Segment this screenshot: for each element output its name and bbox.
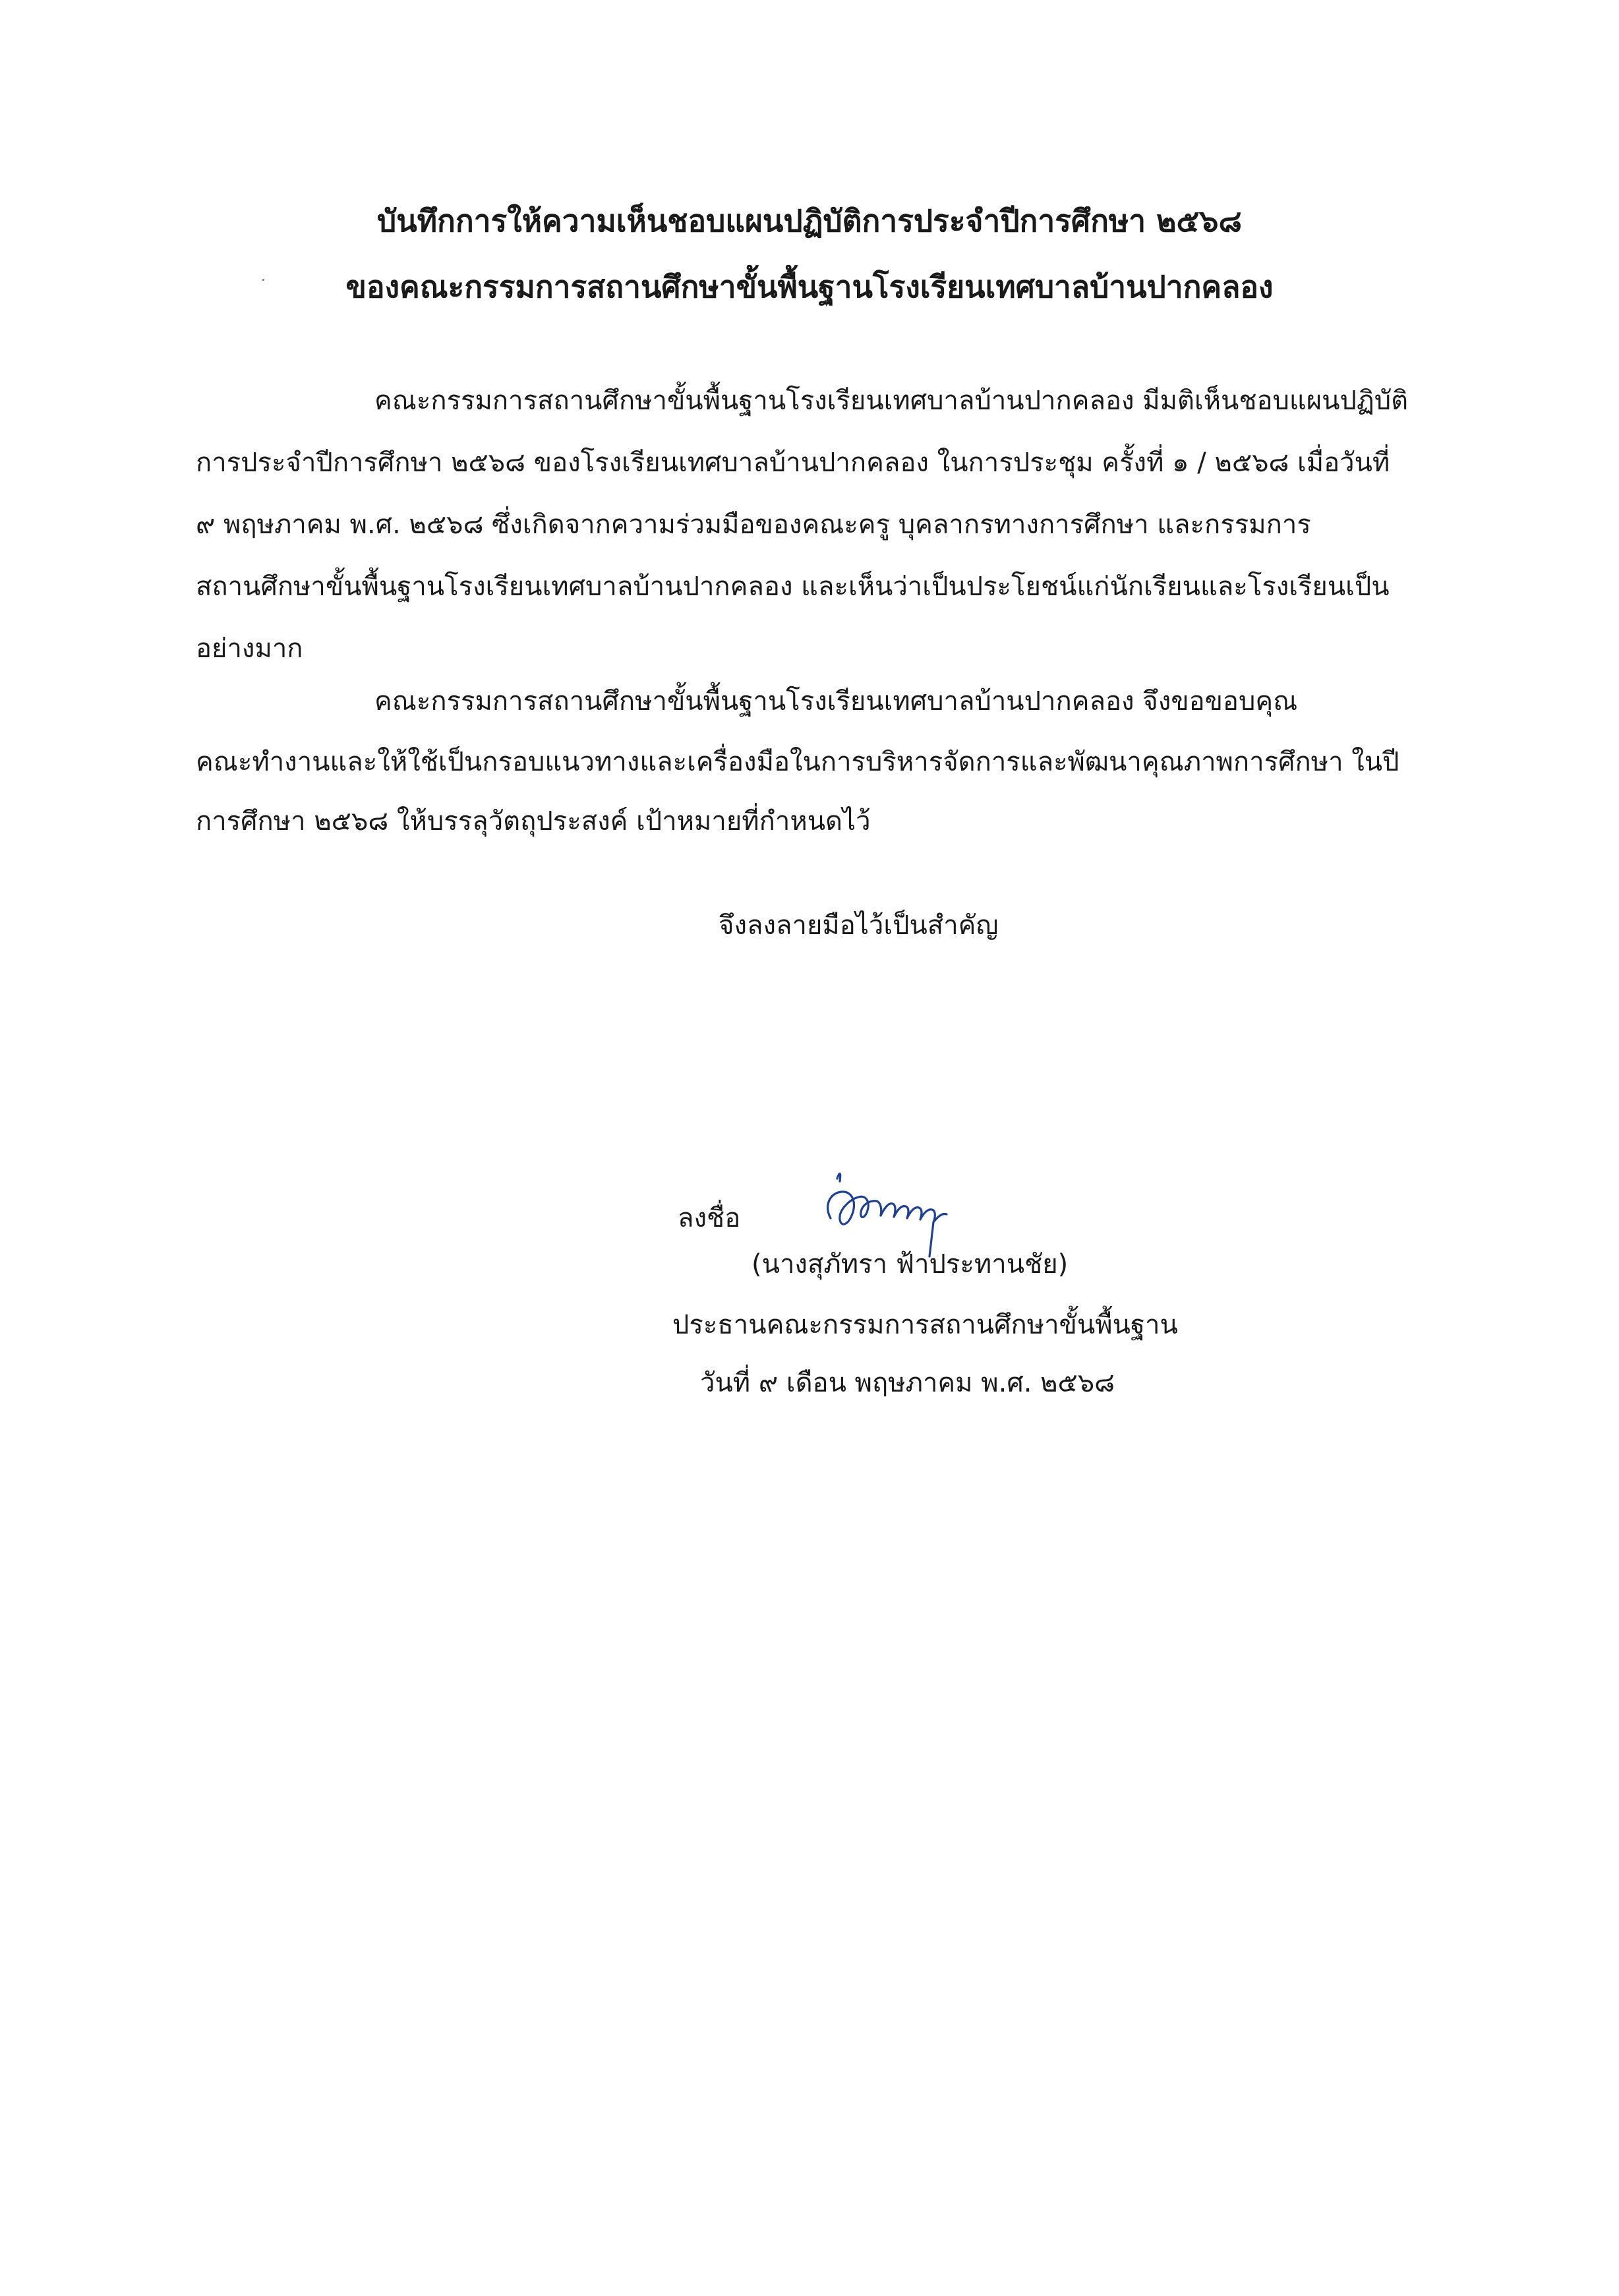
signatory-position: ประธานคณะกรรมการสถานศึกษาขั้นพื้นฐาน: [672, 1310, 1178, 1340]
paragraph-1-line-5: อย่างมาก: [196, 633, 303, 664]
paragraph-2-line-1: คณะกรรมการสถานศึกษาขั้นพื้นฐานโรงเรียนเทศบาลบ้านปากคลอง จึงขอขอบคุณ: [374, 686, 1298, 717]
scan-speck: [262, 279, 264, 281]
paragraph-2-line-3: การศึกษา ๒๕๖๘ ให้บรรลุวัตถุประสงค์ เป้าหมายที่กำหนดไว้: [196, 806, 871, 837]
document-title-line-2: ของคณะกรรมการสถานศึกษาขั้นพื้นฐานโรงเรียนเทศบาลบ้านปากคลอง: [345, 269, 1274, 305]
paragraph-1-line-3: ๙ พฤษภาคม พ.ศ. ๒๕๖๘ ซึ่งเกิดจากความร่วมมือของคณะครู บุคลากรทางการศึกษา และกรรมการ: [196, 510, 1311, 540]
document-title-line-1: บันทึกการให้ความเห็นชอบแผนปฏิบัติการประจำปีการศึกษา ๒๕๖๘: [377, 203, 1242, 239]
paragraph-1-line-2: การประจำปีการศึกษา ๒๕๖๘ ของโรงเรียนเทศบาลบ้านปากคลอง ในการประชุม ครั้งที่ ๑ / ๒๕๖๘ เมื่อวันที่: [196, 448, 1390, 478]
paragraph-2-line-2: คณะทำงานและให้ใช้เป็นกรอบแนวทางและเครื่องมือในการบริหารจัดการและพัฒนาคุณภาพการศึกษา ในปี: [196, 747, 1399, 777]
paragraph-1-line-1: คณะกรรมการสถานศึกษาขั้นพื้นฐานโรงเรียนเทศบาลบ้านปากคลอง มีมติเห็นชอบแผนปฏิบัติ: [374, 386, 1409, 416]
signature-stroke-main: [828, 1192, 881, 1224]
signature-stroke-mark: [837, 1173, 840, 1181]
handwritten-signature: [817, 1167, 989, 1259]
signature-label: ลงชื่อ: [678, 1203, 741, 1233]
signature-date: วันที่ ๙ เดือน พฤษภาคม พ.ศ. ๒๕๖๘: [700, 1368, 1115, 1398]
paragraph-1-line-4: สถานศึกษาขั้นพื้นฐานโรงเรียนเทศบาลบ้านปากคลอง และเห็นว่าเป็นประโยชน์แก่นักเรียนและโรงเรียนเป็น: [196, 572, 1390, 602]
closing-statement: จึงลงลายมือไว้เป็นสำคัญ: [719, 910, 999, 941]
signatory-name: (นางสุภัทรา ฟ้าประทานชัย): [751, 1249, 1069, 1280]
signature-stroke-tail: [881, 1204, 947, 1222]
